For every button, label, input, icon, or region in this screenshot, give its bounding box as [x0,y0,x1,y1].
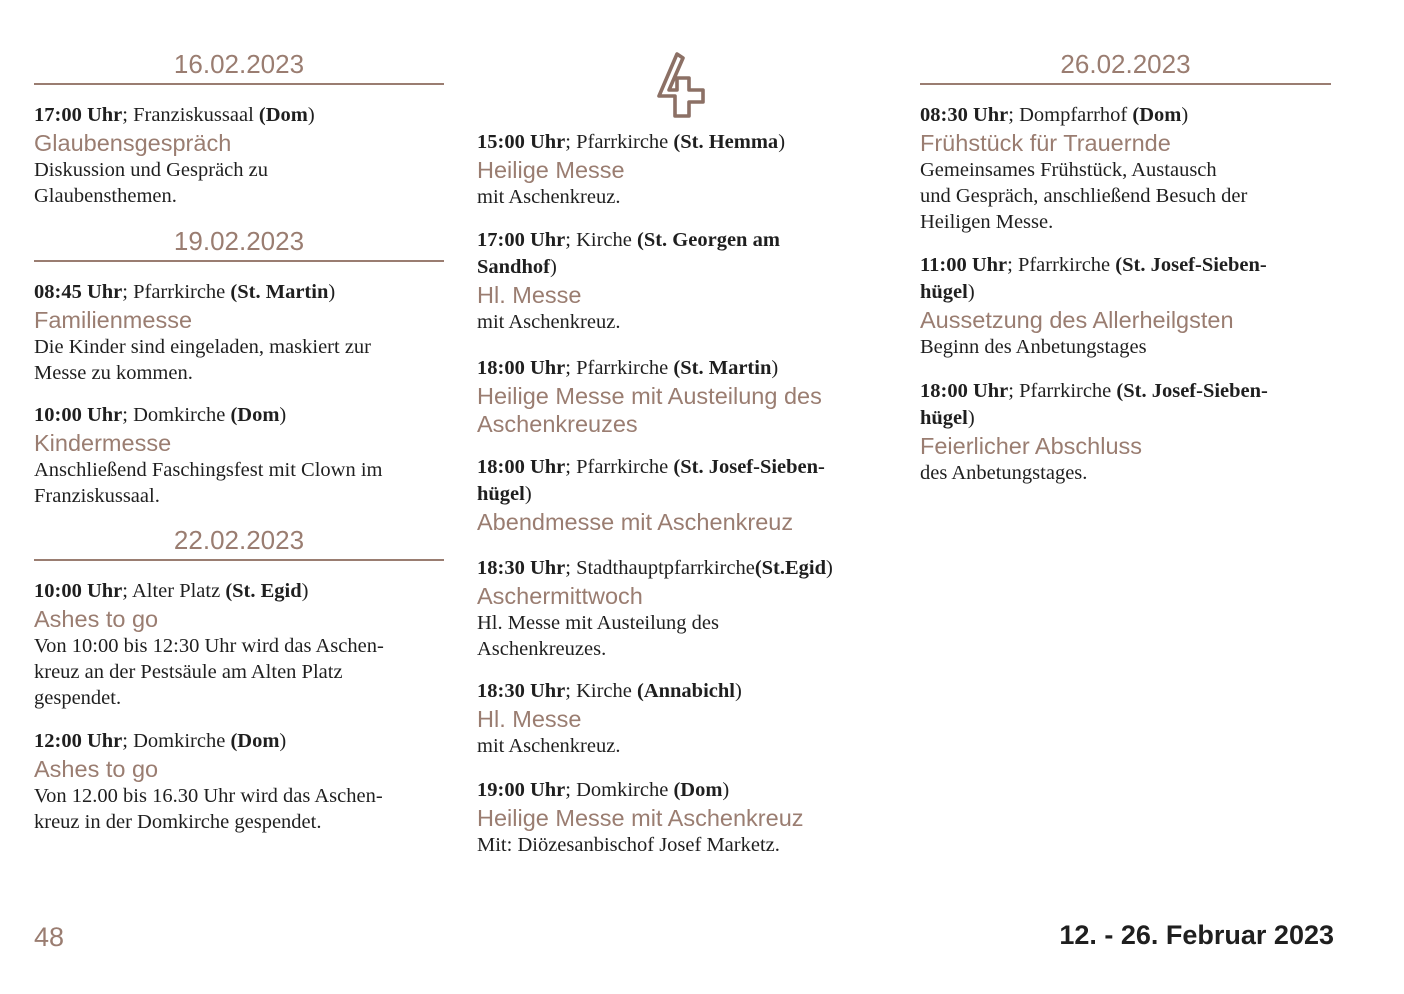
event-venue: ; Dompfarrhof [1008,104,1133,126]
date-header [34,525,444,561]
event-description: und Gespräch, anschließend Besuch der [920,185,1248,207]
event-description: gespendet. [34,687,122,709]
event-meta: 11:00 Uhr; Pfarrkirche (St. Josef-Sieben- [920,254,1267,276]
event-venue: ; Kirche [565,229,637,251]
event-venue: ; Domkirche [122,404,231,426]
event-entry [34,578,444,711]
date-header [34,226,444,262]
event-venue: ; Pfarrkirche [565,131,674,153]
date-title: 26.02.2023 [1060,49,1191,79]
event-meta: 19:00 Uhr; Domkirche (Dom) [477,779,730,801]
event-entry [34,728,444,835]
event-entry [477,555,897,662]
event-title: Heilige Messe mit Austeilung des [477,383,822,409]
event-location: Dom [237,730,280,752]
date-divider [34,83,444,85]
date-header [34,49,444,85]
event-meta: 17:00 Uhr; Kirche (St. Georgen am [477,229,780,251]
event-entry [920,102,1331,235]
event-time: 19:00 Uhr [477,779,566,801]
event-location: Dom [1139,104,1182,126]
event-location: St.Egid [761,557,827,579]
event-description: mit Aschenkreuz. [477,186,621,208]
event-meta: 10:00 Uhr; Domkirche (Dom) [34,404,287,426]
event-entry [477,355,897,438]
event-meta: hügel) [920,281,975,303]
event-description: kreuz an der Pestsäule am Alten Platz [34,661,343,683]
event-title: Glaubensgespräch [34,130,232,156]
event-meta: 10:00 Uhr; Alter Platz (St. Egid) [34,580,309,602]
event-location: hügel [477,483,525,505]
event-description: kreuz in der Domkirche gespendet. [34,811,322,833]
event-location: hügel [920,407,968,429]
event-venue: ; Domkirche [565,779,674,801]
event-title: Heilige Messe [477,157,625,183]
event-meta: 18:00 Uhr; Pfarrkirche (St. Josef-Sieben- [920,380,1268,402]
event-location: St. Josef-Sieben- [1122,254,1267,276]
event-time: 18:30 Uhr [477,557,566,579]
event-location: Sandhof [477,256,550,278]
event-description: Von 10:00 bis 12:30 Uhr wird das Aschen- [34,635,384,657]
event-description: Franziskussaal. [34,485,160,507]
event-venue: ; Alter Platz [122,580,226,602]
event-time: 08:30 Uhr [920,104,1009,126]
event-time: 18:00 Uhr [477,456,566,478]
event-title: Feierlicher Abschluss [920,433,1143,459]
event-time: 18:30 Uhr [477,680,566,702]
event-description: Hl. Messe mit Austeilung des [477,612,720,634]
event-meta: 15:00 Uhr; Pfarrkirche (St. Hemma) [477,131,786,153]
event-title: Aschermittwoch [477,583,643,609]
date-title: 16.02.2023 [173,49,305,79]
event-description: Gemeinsames Frühstück, Austausch [920,159,1217,181]
event-entry [477,454,897,536]
event-venue: ; Pfarrkirche [1007,254,1116,276]
event-location: St. Martin [680,357,772,379]
event-description: Glaubensthemen. [34,185,177,207]
event-time: 10:00 Uhr [34,404,123,426]
event-entry [477,777,897,858]
event-meta: 18:30 Uhr; Kirche (Annabichl) [477,680,742,702]
event-time: 15:00 Uhr [477,131,566,153]
event-title: Heilige Messe mit Aschenkreuz [477,805,804,831]
event-entry [34,102,444,209]
date-title: 19.02.2023 [173,226,305,256]
event-title: Hl. Messe [477,282,582,308]
event-time: 10:00 Uhr [34,580,123,602]
event-location: Dom [265,104,308,126]
event-time: 17:00 Uhr [34,104,123,126]
event-meta: 08:30 Uhr; Dompfarrhof (Dom) [920,104,1189,126]
event-title: Aschenkreuzes [477,411,638,437]
date-divider [34,260,444,262]
event-venue: ; Pfarrkirche [122,281,231,303]
event-description: Aschenkreuzes. [477,638,607,660]
event-description: Messe zu kommen. [34,362,193,384]
event-venue: ; Stadthauptpfarrkirche [565,557,755,579]
event-description: des Anbetungstages. [920,462,1088,484]
event-title: Ashes to go [34,606,159,632]
event-title: Frühstück für Trauernde [920,130,1171,156]
date-divider [34,559,444,561]
event-meta: 12:00 Uhr; Domkirche (Dom) [34,730,287,752]
event-location: Dom [237,404,280,426]
event-title: Hl. Messe [477,706,582,732]
event-entry [34,279,444,386]
event-meta: 18:30 Uhr; Stadthauptpfarrkirche(St.Egid) [477,557,833,579]
event-description: Anschließend Faschingsfest mit Clown im [34,459,383,481]
date-divider [920,83,1331,85]
event-location: St. Hemma [680,131,779,153]
event-location: St. Josef-Sieben- [1123,380,1268,402]
event-venue: ; Franziskussaal [122,104,259,126]
event-entry [920,252,1331,360]
event-location: St. Egid [232,580,302,602]
event-location: Dom [680,779,723,801]
date-title: 22.02.2023 [173,525,305,555]
event-title: Aussetzung des Allerheilgsten [920,307,1234,333]
cross-4-logo-icon [655,52,709,118]
event-title: Familienmesse [34,307,193,333]
event-location: St. Martin [237,281,329,303]
event-venue: ; Pfarrkirche [565,357,674,379]
event-venue: ; Kirche [565,680,637,702]
event-location: St. Georgen am [643,229,780,251]
event-meta: 08:45 Uhr; Pfarrkirche (St. Martin) [34,281,336,303]
event-meta: hügel) [920,407,975,429]
event-title: Ashes to go [34,756,159,782]
event-entry [34,402,444,509]
event-entry [920,378,1331,486]
event-time: 17:00 Uhr [477,229,566,251]
event-description: mit Aschenkreuz. [477,311,621,333]
event-description: Beginn des Anbetungstages [920,336,1147,358]
date-range: 12. - 26. Februar 2023 [1059,920,1334,950]
event-venue: ; Pfarrkirche [565,456,674,478]
event-description: mit Aschenkreuz. [477,735,621,757]
event-meta: hügel) [477,483,532,505]
event-description: Diskussion und Gespräch zu [34,159,269,181]
event-description: Die Kinder sind eingeladen, maskiert zur [34,336,371,358]
page-number: 48 [34,922,65,952]
event-entry [477,129,897,210]
event-time: 11:00 Uhr [920,254,1008,276]
event-location: hügel [920,281,968,303]
event-description: Heiligen Messe. [920,211,1054,233]
event-title: Kindermesse [34,430,172,456]
event-time: 12:00 Uhr [34,730,123,752]
event-venue: ; Pfarrkirche [1008,380,1117,402]
event-location: St. Josef-Sieben- [680,456,825,478]
event-time: 18:00 Uhr [477,357,566,379]
event-title: Abendmesse mit Aschenkreuz [477,509,794,535]
event-entry [477,678,897,759]
event-description: Von 12.00 bis 16.30 Uhr wird das Aschen- [34,785,383,807]
date-header [920,49,1331,85]
event-meta: 18:00 Uhr; Pfarrkirche (St. Martin) [477,357,779,379]
event-meta: 17:00 Uhr; Franziskussaal (Dom) [34,104,315,126]
event-venue: ; Domkirche [122,730,231,752]
event-time: 08:45 Uhr [34,281,123,303]
event-location: Annabichl [643,680,735,702]
event-meta: Sandhof) [477,256,557,278]
event-meta: 18:00 Uhr; Pfarrkirche (St. Josef-Sieben- [477,456,825,478]
event-description: Mit: Diözesanbischof Josef Marketz. [477,834,780,856]
event-time: 18:00 Uhr [920,380,1009,402]
event-entry [477,227,897,335]
